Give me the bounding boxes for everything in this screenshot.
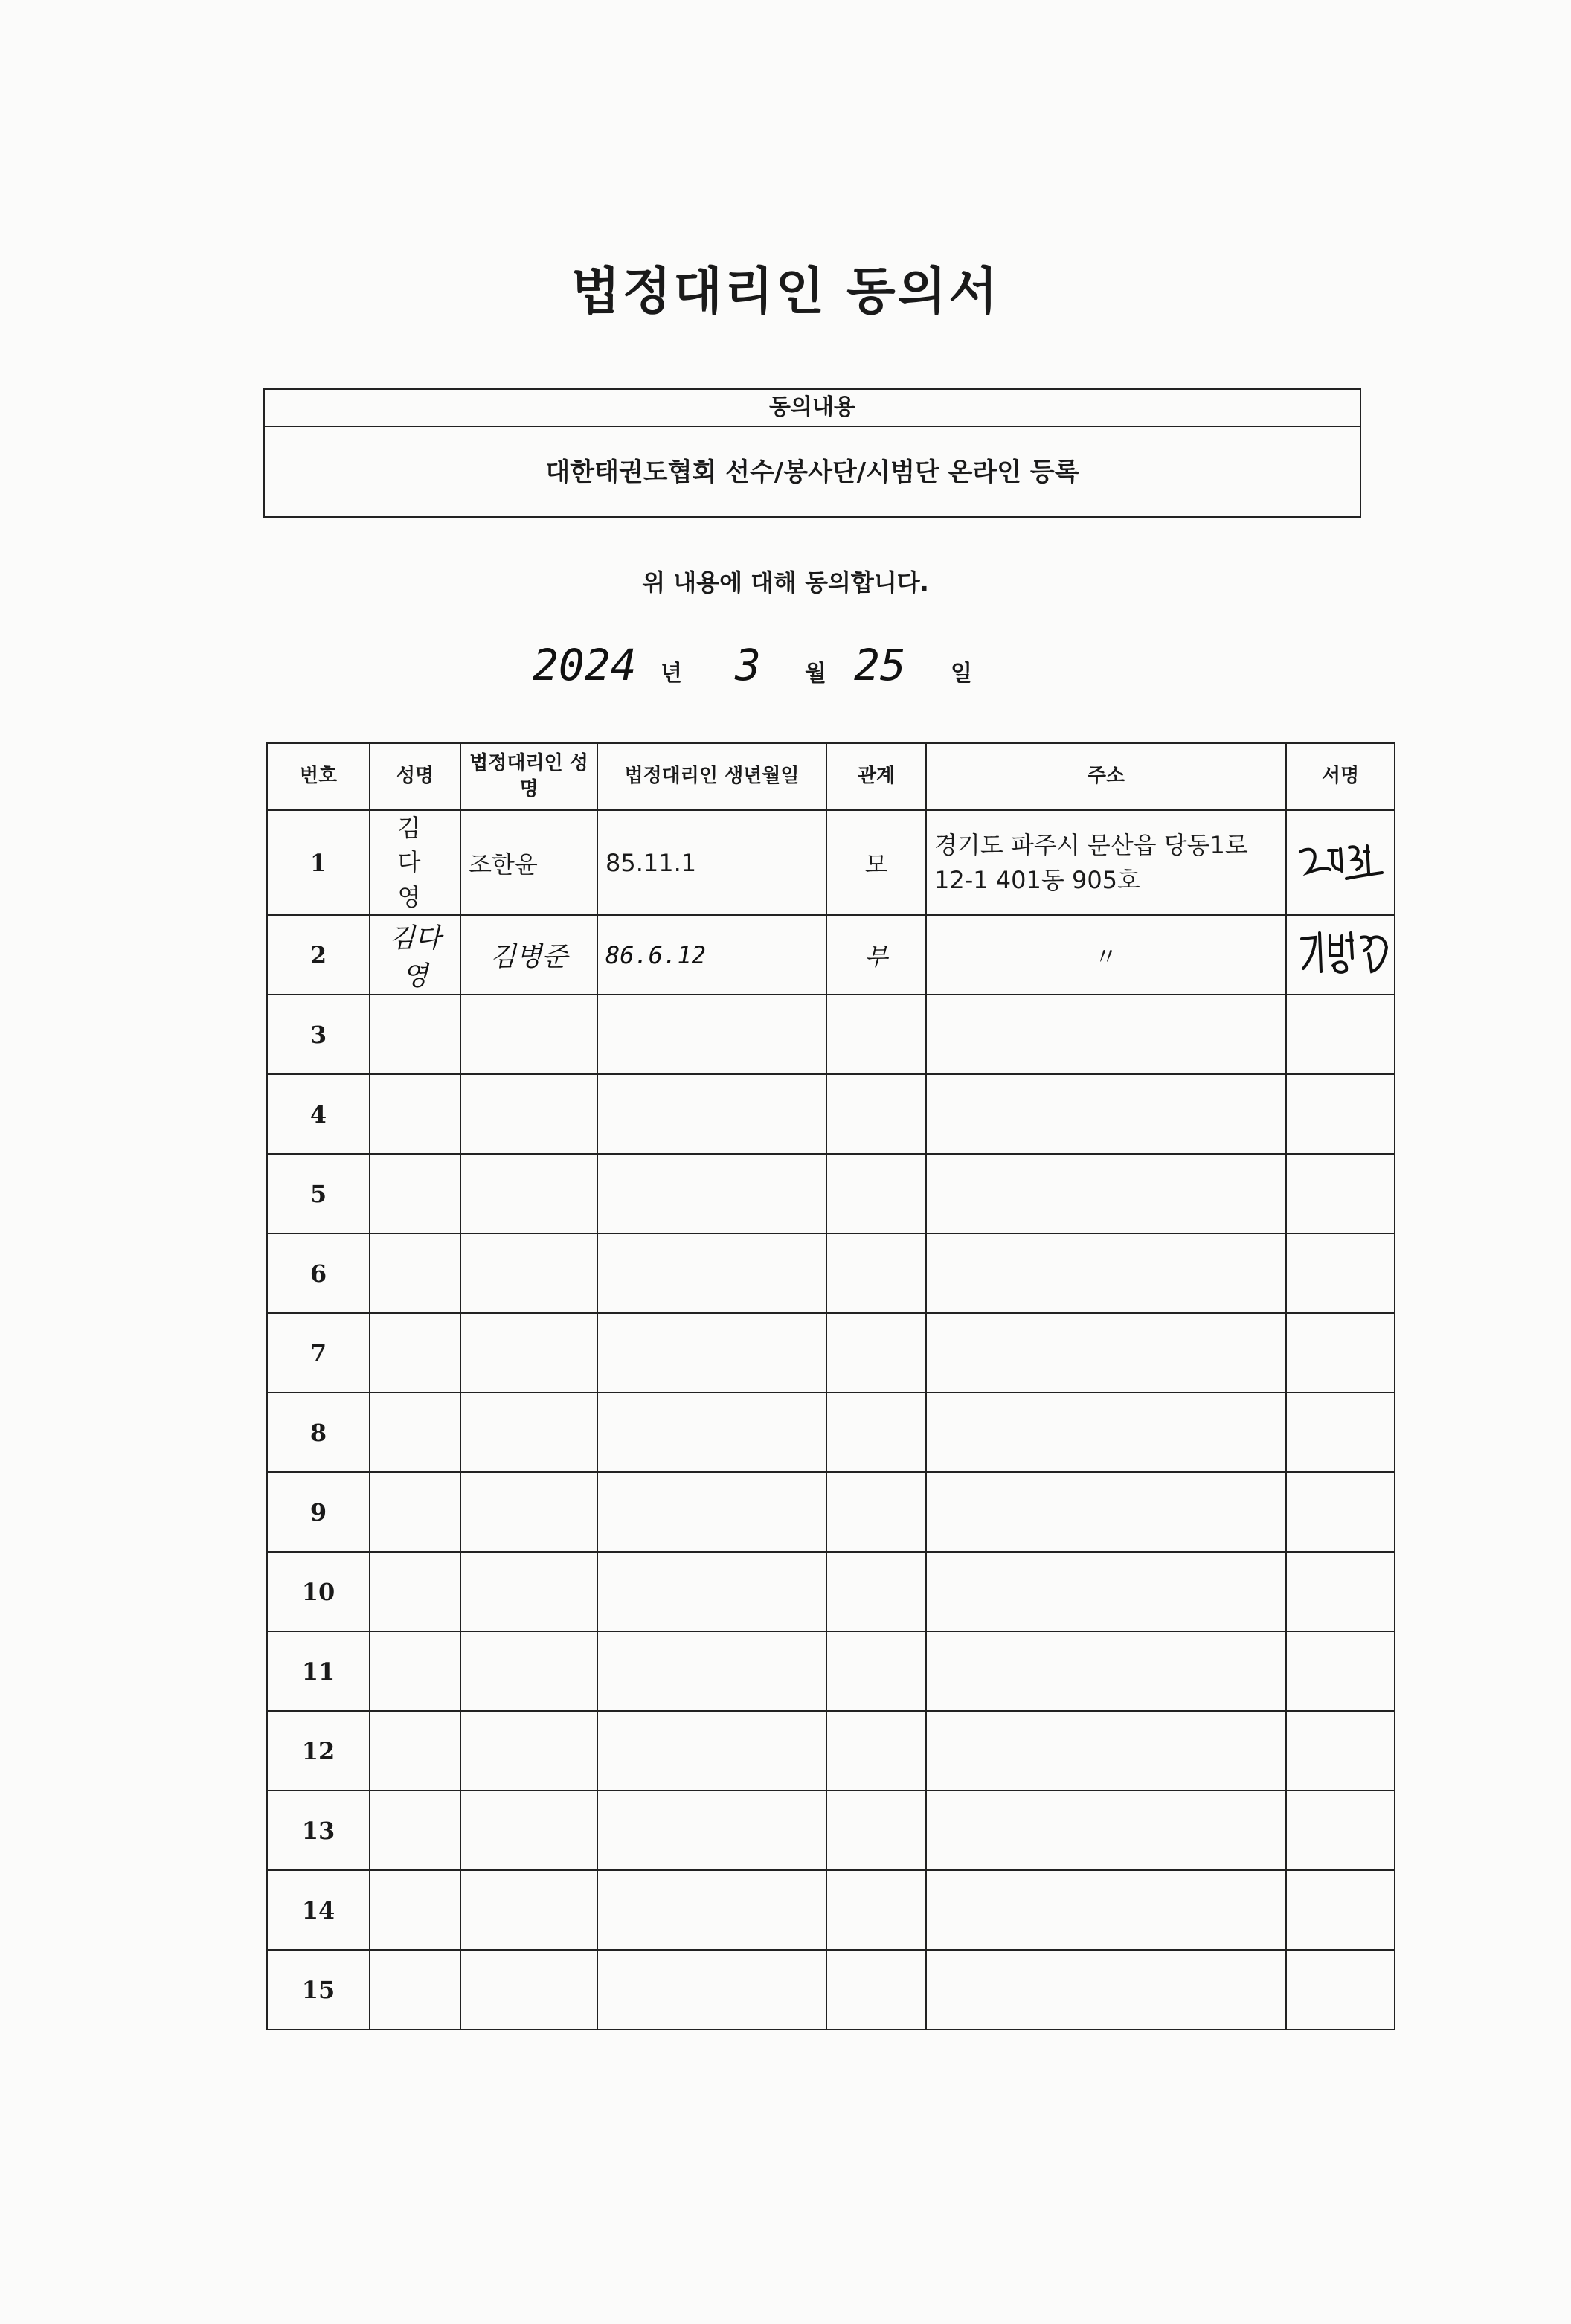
date-year: 2024 bbox=[533, 640, 637, 690]
row-name bbox=[370, 1711, 460, 1791]
row-guardian-name bbox=[460, 1711, 597, 1791]
table-row bbox=[267, 1791, 1395, 1870]
row-relation bbox=[826, 1870, 926, 1950]
row-guardian-birth bbox=[597, 1313, 826, 1393]
row-name: 김 다 영 bbox=[370, 810, 460, 915]
row-guardian-name: 김병준 bbox=[460, 915, 597, 995]
header-guardian-birth: 법정대리인 생년월일 bbox=[597, 743, 826, 810]
row-name bbox=[370, 1154, 460, 1233]
row-no: 12 bbox=[267, 1711, 370, 1791]
table-header-row bbox=[267, 743, 1395, 810]
table-row bbox=[267, 1552, 1395, 1631]
row-address bbox=[926, 1552, 1286, 1631]
row-guardian-birth bbox=[597, 1870, 826, 1950]
document-title: 법정대리인 동의서 bbox=[571, 263, 1000, 321]
table-row bbox=[267, 1711, 1395, 1791]
date-day-unit: 일 bbox=[951, 661, 972, 687]
guardian-table bbox=[266, 742, 1395, 2030]
row-guardian-name bbox=[460, 1870, 597, 1950]
row-relation bbox=[826, 1950, 926, 2029]
row-address bbox=[926, 1233, 1286, 1313]
row-relation bbox=[826, 1233, 926, 1313]
row-no: 6 bbox=[267, 1233, 370, 1313]
row-guardian-name bbox=[460, 1552, 597, 1631]
table-row bbox=[267, 1472, 1395, 1552]
row-address bbox=[926, 1154, 1286, 1233]
row-guardian-birth bbox=[597, 1393, 826, 1472]
row-guardian-birth: 86.6.12 bbox=[597, 915, 826, 995]
table-row bbox=[267, 1233, 1395, 1313]
row-no: 5 bbox=[267, 1154, 370, 1233]
table-row bbox=[267, 1393, 1395, 1472]
row-name bbox=[370, 995, 460, 1074]
row-guardian-birth bbox=[597, 1233, 826, 1313]
table-row bbox=[267, 995, 1395, 1074]
row-relation bbox=[826, 995, 926, 1074]
row-no: 2 bbox=[267, 915, 370, 995]
row-signature bbox=[1286, 1552, 1395, 1631]
row-guardian-birth bbox=[597, 1631, 826, 1711]
row-no: 11 bbox=[267, 1631, 370, 1711]
date-day: 25 bbox=[854, 640, 906, 690]
row-no: 7 bbox=[267, 1313, 370, 1393]
row-guardian-birth bbox=[597, 1791, 826, 1870]
row-name bbox=[370, 1791, 460, 1870]
row-guardian-name bbox=[460, 1393, 597, 1472]
table-row bbox=[267, 1074, 1395, 1154]
row-guardian-birth bbox=[597, 1552, 826, 1631]
row-address bbox=[926, 1472, 1286, 1552]
row-guardian-birth bbox=[597, 1950, 826, 2029]
row-name bbox=[370, 1313, 460, 1393]
row-relation bbox=[826, 1472, 926, 1552]
row-signature bbox=[1286, 1313, 1395, 1393]
row-guardian-birth bbox=[597, 1074, 826, 1154]
row-guardian-name bbox=[460, 1791, 597, 1870]
row-relation: 부 bbox=[826, 915, 926, 995]
row-relation bbox=[826, 1552, 926, 1631]
row-signature bbox=[1286, 915, 1395, 995]
row-address bbox=[926, 1950, 1286, 2029]
row-relation bbox=[826, 1074, 926, 1154]
row-signature bbox=[1286, 1711, 1395, 1791]
row-guardian-name bbox=[460, 1631, 597, 1711]
row-address bbox=[926, 1631, 1286, 1711]
row-guardian-name bbox=[460, 1233, 597, 1313]
row-signature bbox=[1286, 1393, 1395, 1472]
row-name bbox=[370, 1552, 460, 1631]
row-relation bbox=[826, 1393, 926, 1472]
row-no: 13 bbox=[267, 1791, 370, 1870]
row-signature bbox=[1286, 1154, 1395, 1233]
row-guardian-name bbox=[460, 1950, 597, 2029]
row-signature bbox=[1286, 1472, 1395, 1552]
table-row bbox=[267, 915, 1395, 995]
row-signature bbox=[1286, 1233, 1395, 1313]
row-guardian-name: 조한윤 bbox=[460, 810, 597, 915]
row-no: 10 bbox=[267, 1552, 370, 1631]
row-no: 15 bbox=[267, 1950, 370, 2029]
row-address bbox=[926, 995, 1286, 1074]
row-name bbox=[370, 1472, 460, 1552]
row-no: 4 bbox=[267, 1074, 370, 1154]
row-name bbox=[370, 1950, 460, 2029]
header-guardian-name: 법정대리인 성명 bbox=[460, 743, 597, 810]
row-name bbox=[370, 1631, 460, 1711]
row-guardian-birth: 85.11.1 bbox=[597, 810, 826, 915]
row-no: 14 bbox=[267, 1870, 370, 1950]
header-name: 성명 bbox=[370, 743, 460, 810]
row-address bbox=[926, 1711, 1286, 1791]
date-month: 3 bbox=[735, 640, 761, 690]
row-address bbox=[926, 1393, 1286, 1472]
row-guardian-name bbox=[460, 1154, 597, 1233]
date-month-unit: 월 bbox=[805, 661, 826, 687]
row-signature bbox=[1286, 1631, 1395, 1711]
table-row bbox=[267, 1950, 1395, 2029]
row-guardian-name bbox=[460, 1313, 597, 1393]
row-relation bbox=[826, 1313, 926, 1393]
row-address bbox=[926, 1870, 1286, 1950]
date-line bbox=[533, 640, 1053, 699]
row-name: 김다영 bbox=[370, 915, 460, 995]
consent-body: 대한태권도협회 선수/봉사단/시범단 온라인 등록 bbox=[545, 458, 1079, 487]
row-no: 1 bbox=[267, 810, 370, 915]
row-no: 9 bbox=[267, 1472, 370, 1552]
row-no: 8 bbox=[267, 1393, 370, 1472]
row-signature bbox=[1286, 810, 1395, 915]
consent-header: 동의내용 bbox=[265, 390, 1360, 427]
row-relation: 모 bbox=[826, 810, 926, 915]
row-no: 3 bbox=[267, 995, 370, 1074]
row-address: 〃 bbox=[926, 915, 1286, 995]
row-relation bbox=[826, 1154, 926, 1233]
row-guardian-birth bbox=[597, 1154, 826, 1233]
row-guardian-birth bbox=[597, 995, 826, 1074]
header-signature: 서명 bbox=[1286, 743, 1395, 810]
date-year-unit: 년 bbox=[661, 661, 682, 687]
row-signature bbox=[1286, 995, 1395, 1074]
header-address: 주소 bbox=[926, 743, 1286, 810]
row-signature bbox=[1286, 1074, 1395, 1154]
consent-box bbox=[263, 388, 1361, 518]
row-name bbox=[370, 1870, 460, 1950]
header-relation: 관계 bbox=[826, 743, 926, 810]
row-address bbox=[926, 1313, 1286, 1393]
row-signature bbox=[1286, 1950, 1395, 2029]
row-name bbox=[370, 1233, 460, 1313]
row-address bbox=[926, 1074, 1286, 1154]
header-no: 번호 bbox=[267, 743, 370, 810]
row-signature bbox=[1286, 1791, 1395, 1870]
row-signature bbox=[1286, 1870, 1395, 1950]
signature-scribble bbox=[1294, 837, 1387, 889]
table-row bbox=[267, 1313, 1395, 1393]
table-row bbox=[267, 1154, 1395, 1233]
table-row bbox=[267, 810, 1395, 915]
row-name bbox=[370, 1074, 460, 1154]
signature-scribble bbox=[1294, 925, 1391, 985]
table-row bbox=[267, 1631, 1395, 1711]
row-guardian-birth bbox=[597, 1711, 826, 1791]
row-guardian-name bbox=[460, 995, 597, 1074]
row-name bbox=[370, 1393, 460, 1472]
row-address bbox=[926, 1791, 1286, 1870]
row-relation bbox=[826, 1711, 926, 1791]
row-guardian-name bbox=[460, 1074, 597, 1154]
agree-statement: 위 내용에 대해 동의합니다. bbox=[642, 568, 929, 597]
row-address: 경기도 파주시 문산읍 당동1로 12-1 401동 905호 bbox=[926, 810, 1286, 915]
row-guardian-birth bbox=[597, 1472, 826, 1552]
table-row bbox=[267, 1870, 1395, 1950]
row-guardian-name bbox=[460, 1472, 597, 1552]
row-relation bbox=[826, 1791, 926, 1870]
row-relation bbox=[826, 1631, 926, 1711]
